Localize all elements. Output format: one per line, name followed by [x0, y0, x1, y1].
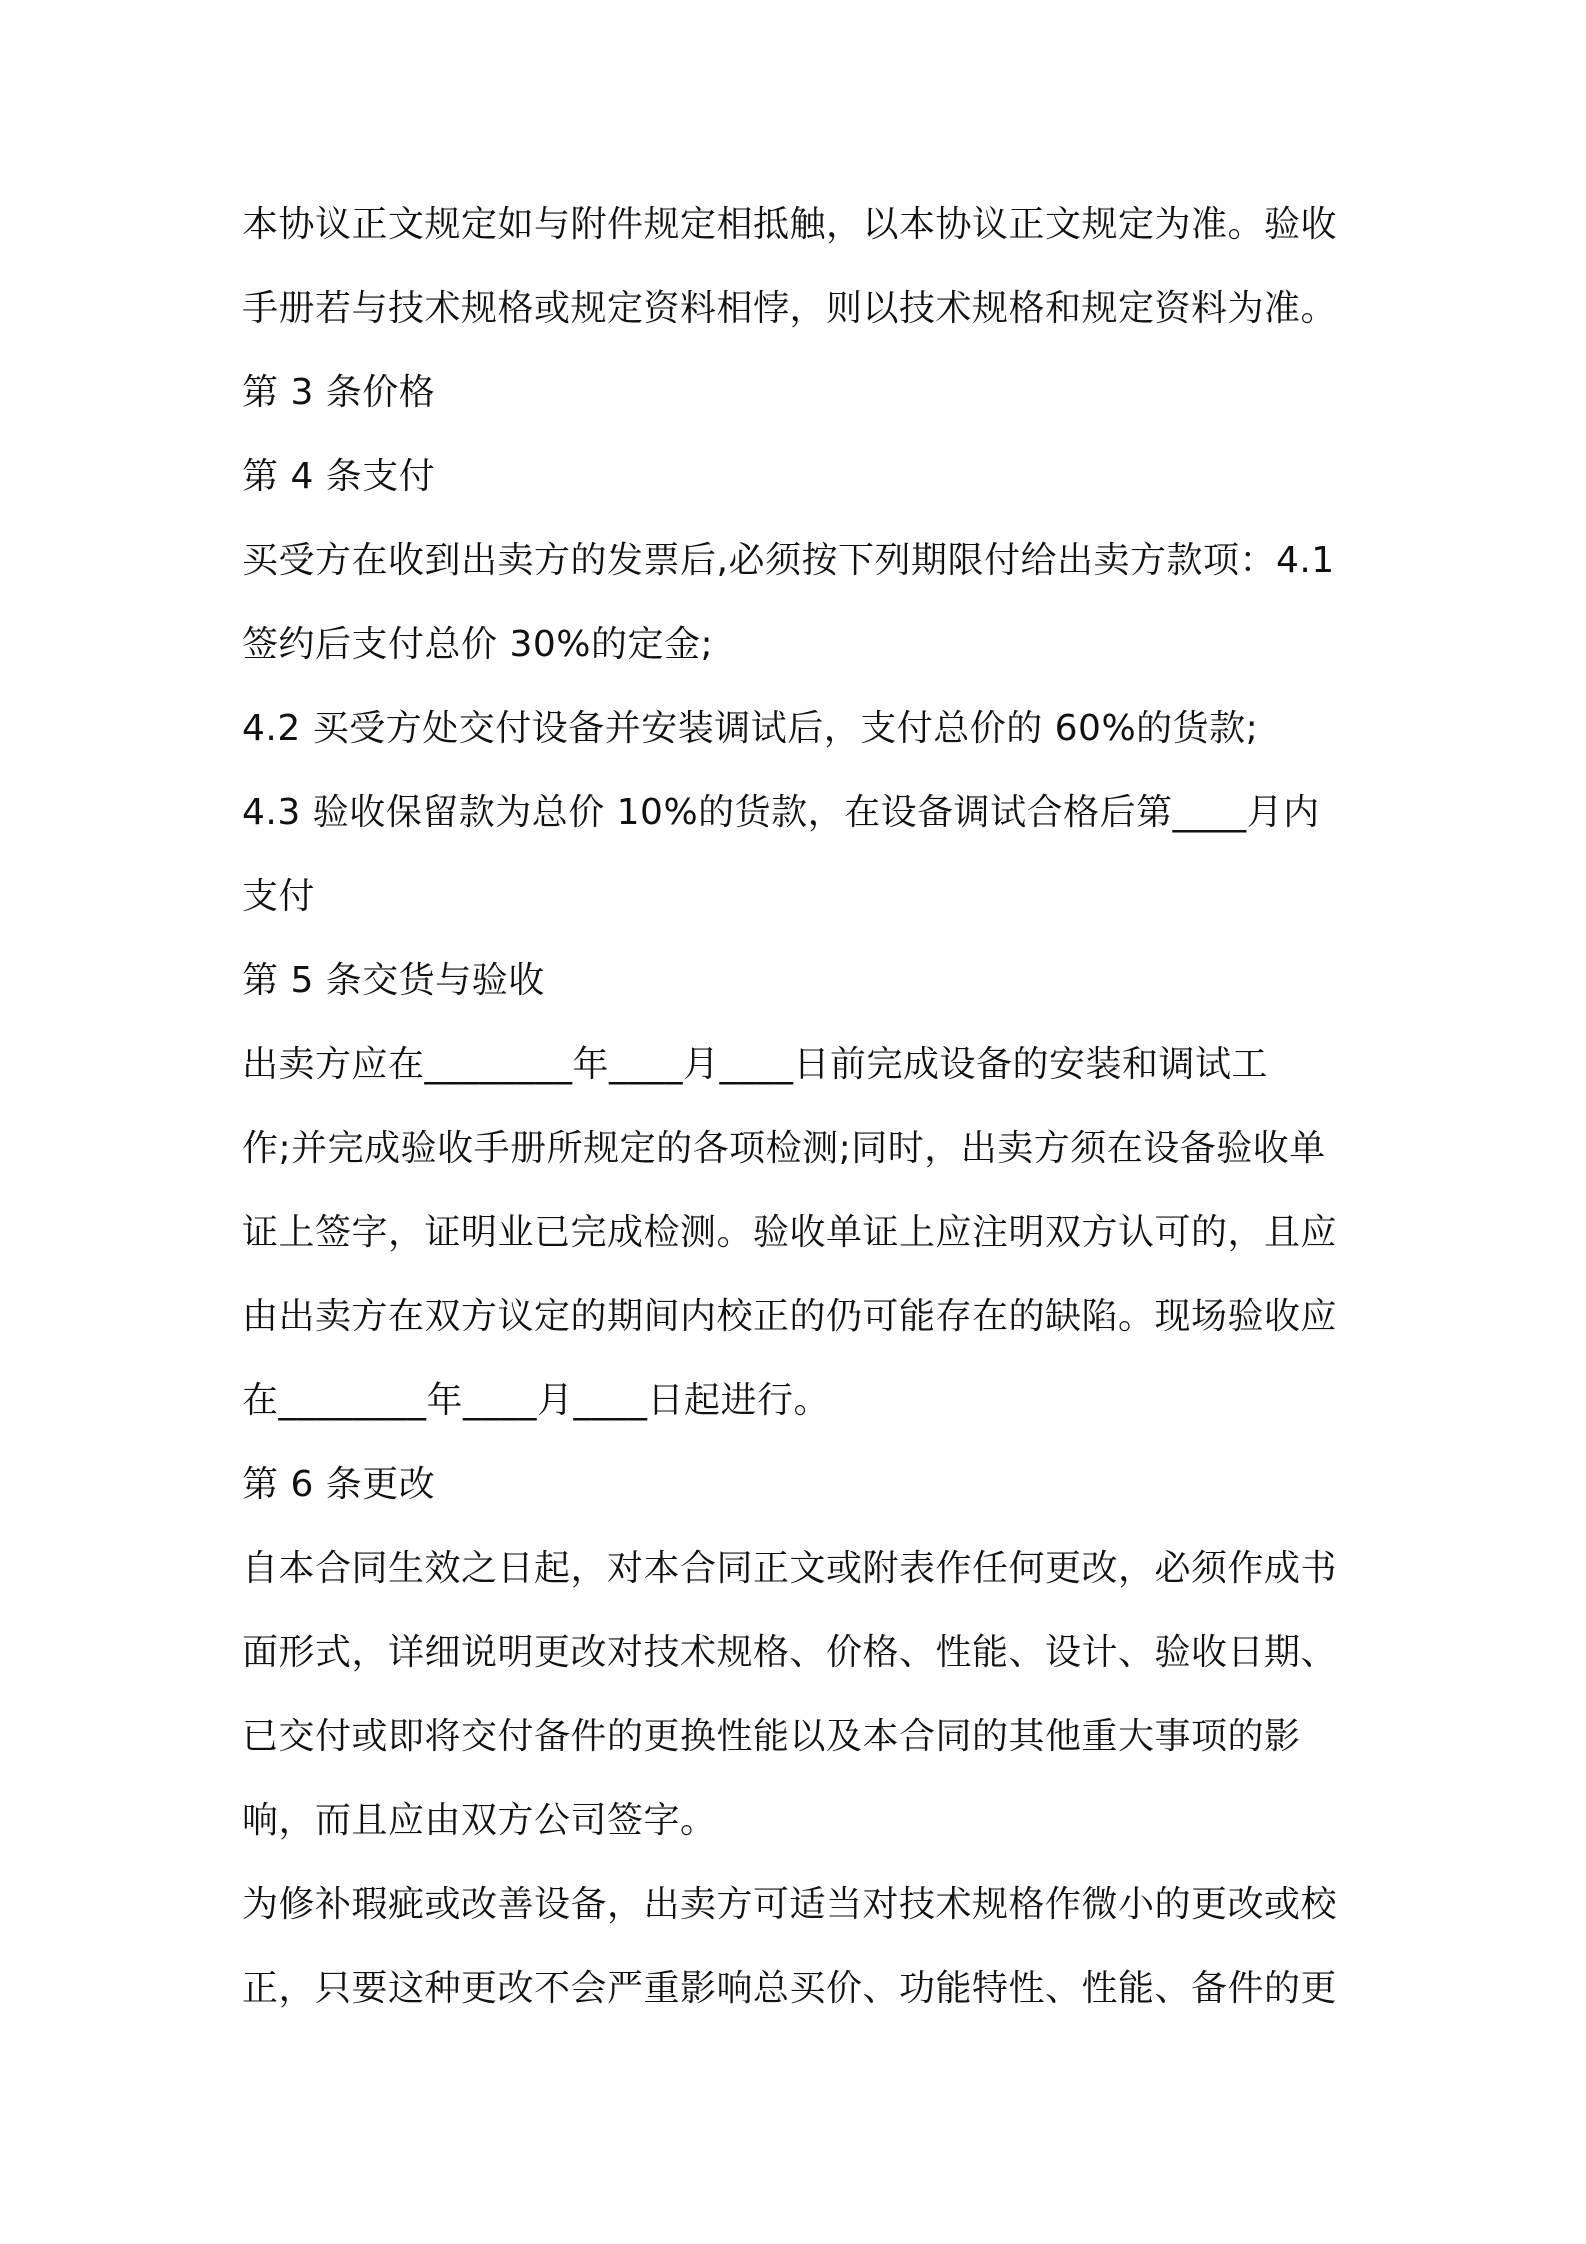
text-line: 由出卖方在双方议定的期间内校正的仍可能存在的缺陷。现场验收应 — [242, 1296, 1338, 1337]
article-heading: 第 6 条更改 — [242, 1464, 436, 1505]
text-line: 正，只要这种更改不会严重影响总买价、功能特性、性能、备件的更 — [242, 1968, 1338, 2009]
article-heading: 第 4 条支付 — [242, 456, 436, 497]
text-line: 响，而且应由双方公司签字。 — [242, 1800, 717, 1841]
text-line: 支付 — [242, 876, 316, 917]
text-line: 出卖方应在________年____月____日前完成设备的安装和调试工 — [242, 1044, 1269, 1085]
text-line: 为修补瑕疵或改善设备，出卖方可适当对技术规格作微小的更改或校 — [242, 1884, 1338, 1925]
article-heading: 第 5 条交货与验收 — [242, 960, 545, 1001]
text-line: 本协议正文规定如与附件规定相抵触，以本协议正文规定为准。验收 — [242, 204, 1338, 245]
text-line: 已交付或即将交付备件的更换性能以及本合同的其他重大事项的影 — [242, 1716, 1301, 1757]
text-line: 证上签字，证明业已完成检测。验收单证上应注明双方认可的，且应 — [242, 1212, 1338, 1253]
text-line: 4.2 买受方处交付设备并安装调试后，支付总价的 60%的货款; — [242, 708, 1259, 749]
text-line: 在________年____月____日起进行。 — [242, 1380, 831, 1421]
article-heading: 第 3 条价格 — [242, 372, 436, 413]
text-line: 买受方在收到出卖方的发票后,必须按下列期限付给出卖方款项：4.1 — [242, 540, 1335, 581]
text-line: 4.3 验收保留款为总价 10%的货款，在设备调试合格后第____月内 — [242, 792, 1320, 833]
text-line: 手册若与技术规格或规定资料相悖，则以技术规格和规定资料为准。 — [242, 288, 1338, 329]
text-line: 签约后支付总价 30%的定金; — [242, 624, 714, 665]
text-line: 自本合同生效之日起，对本合同正文或附表作任何更改，必须作成书 — [242, 1548, 1338, 1589]
text-line: 面形式，详细说明更改对技术规格、价格、性能、设计、验收日期、 — [242, 1632, 1338, 1673]
text-line: 作;并完成验收手册所规定的各项检测;同时，出卖方须在设备验收单 — [242, 1128, 1326, 1169]
